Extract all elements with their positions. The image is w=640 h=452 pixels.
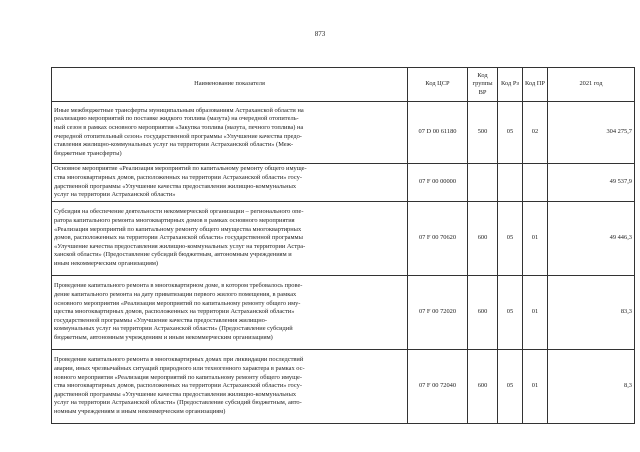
row-vr-code: 500: [468, 102, 498, 164]
row-vr-code: [468, 164, 498, 202]
header-name: Наименование показателя: [52, 68, 408, 102]
row-amount: 304 275,7: [548, 102, 635, 164]
row-rz-code: 05: [498, 202, 523, 276]
row-vr-code: 600: [468, 276, 498, 350]
header-year: 2021 год: [548, 68, 635, 102]
row-amount: 83,3: [548, 276, 635, 350]
row-description: Иные межбюджетные трансферты муниципальным образованиям Астраханской области на реализацию мероприятий по поставке жидкого топлива (мазута) на очередной отопитель- ный сезон в рамках основного мероприятия «Закупка топлива (мазута, печного топлива) на очередной отопительный сезон» государственной программы «Улучшение качества предо- ставления жилищно-коммунальных услуг на территории Астраханской области» (Меж- бюджетные трансферты): [52, 102, 408, 164]
header-csr-code: Код ЦСР: [408, 68, 468, 102]
table-row: [52, 202, 635, 276]
row-vr-code: 600: [468, 350, 498, 424]
row-rz-code: 05: [498, 350, 523, 424]
row-csr-code: 07 F 00 72040: [408, 350, 468, 424]
header-rz-code: Код Рз: [498, 68, 523, 102]
table-row: [52, 164, 635, 202]
row-amount: 49 446,3: [548, 202, 635, 276]
row-description: Субсидия на обеспечение деятельности некоммерческой организации – регионального опе- ратора капитального ремонта многоквартирных домов в рамках основного мероприятия «Реализация мероприятий по капитальному ремонту общего имущества многоквартирных домов, расположенных на территории Астраханской области» государственной программы «Улучшение качества предоставления жилищно-коммунальных услуг на территории Астра- ханской области» (Предоставление субсидий бюджетным, автономным учреждениям и иным некоммерческим организациям): [52, 202, 408, 276]
row-csr-code: 07 F 00 72020: [408, 276, 468, 350]
budget-table: [51, 67, 635, 424]
page-number: 873: [314, 30, 326, 38]
row-amount: 8,3: [548, 350, 635, 424]
row-csr-code: 07 F 00 70620: [408, 202, 468, 276]
row-pr-code: [523, 164, 548, 202]
table-row: [52, 102, 635, 164]
row-csr-code: 07 D 00 61180: [408, 102, 468, 164]
table-row: [52, 350, 635, 424]
row-description: Проведение капитального ремонта в многоквартирном доме, в котором требовалось прове- дение капитального ремонта на дату приватизации первого жилого помещения, в рамках основного мероприятия «Реализация мероприятий по капитальному ремонту общего иму- щества многоквартирных домов, расположенных на территории Астраханской области» государственной программы «Улучшение качества предоставления жилищно- коммунальных услуг на территории Астраханской области» (Предоставление субсидий бюджетным, автономным учреждениям и иным некоммерческим организациям): [52, 276, 408, 350]
row-amount: 49 537,9: [548, 164, 635, 202]
row-rz-code: [498, 164, 523, 202]
row-pr-code: 01: [523, 350, 548, 424]
header-vr-code: Код группы ВР: [468, 68, 498, 102]
header-pr-code: Код ПР: [523, 68, 548, 102]
table-header-row: [52, 68, 635, 102]
table-row: [52, 276, 635, 350]
row-csr-code: 07 F 00 00000: [408, 164, 468, 202]
row-description: Основное мероприятие «Реализация мероприятий по капитальному ремонту общего имуще- ства многоквартирных домов, расположенных на территории Астраханской области» госу- дарственной программы «Улучшение качества предоставления жилищно-коммунальных услуг на территории Астраханской области»: [52, 164, 408, 202]
row-pr-code: 02: [523, 102, 548, 164]
row-rz-code: 05: [498, 276, 523, 350]
row-vr-code: 600: [468, 202, 498, 276]
row-rz-code: 05: [498, 102, 523, 164]
row-description: Проведение капитального ремонта в многоквартирных домах при ликвидации последствий аварии, иных чрезвычайных ситуаций природного или техногенного характера в рамках ос- новного мероприятия «Реализация мероприятий по капитальному ремонту общего имуще- ства многоквартирных домов, расположенных на территории Астраханской области» госу- дарственной программы «Улучшение качества предоставления жилищно-коммунальных услуг на территории Астраханской области» (Предоставление субсидий бюджетным, авто- номным учреждениям и иным некоммерческим организациям): [52, 350, 408, 424]
row-pr-code: 01: [523, 276, 548, 350]
row-pr-code: 01: [523, 202, 548, 276]
